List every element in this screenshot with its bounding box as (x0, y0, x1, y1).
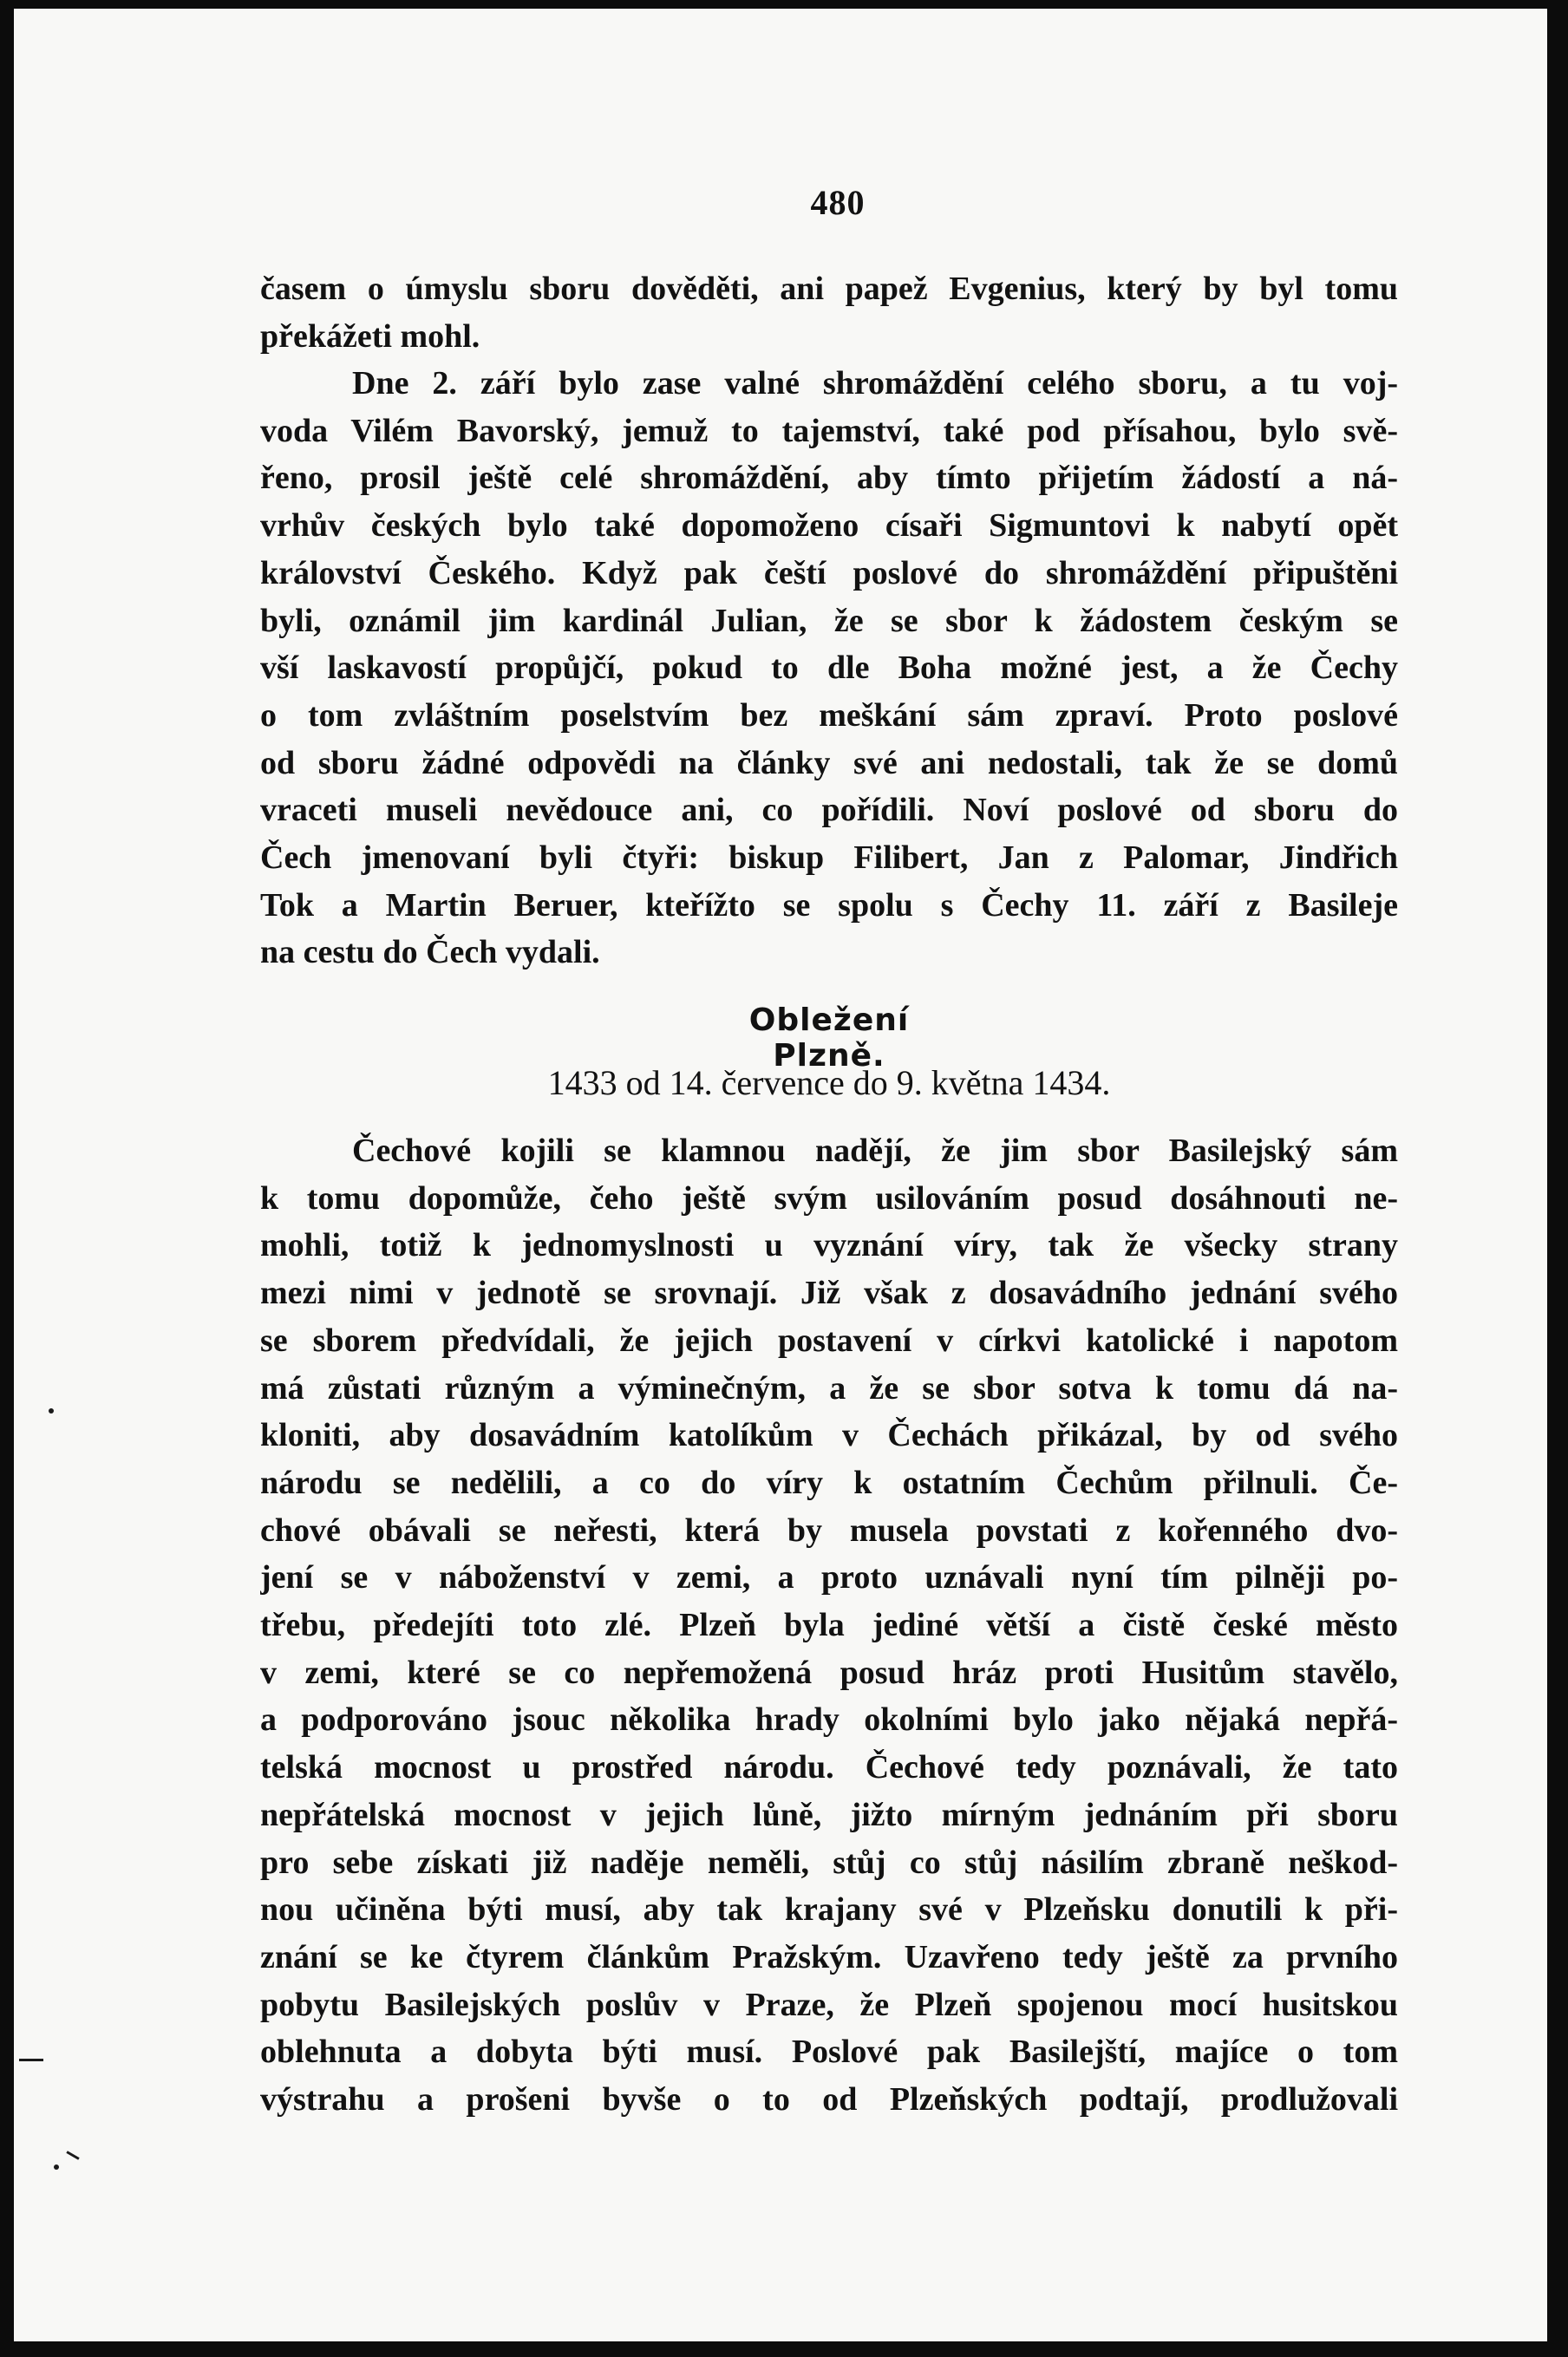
text-line: v zemi, které se co nepřemožená posud hráz proti Husitům stavělo, (260, 1654, 1398, 1691)
text-line: vrhův českých bylo také dopomoženo císaři Sigmuntovi k nabytí opět (260, 507, 1398, 545)
scan-speck (54, 2164, 59, 2170)
text-line: od sboru žádné odpovědi na články své ani nedostali, tak že se domů (260, 744, 1398, 781)
text-line: oblehnuta a dobyta býti musí. Poslové pak Basilejští, majíce o tom (260, 2034, 1398, 2071)
text-line: mohli, totiž k jednomyslnosti u vyznání víry, tak že všecky strany (260, 1227, 1398, 1264)
scan-speck (49, 1408, 54, 1414)
text-line: Čech jmenovaní byli čtyři: biskup Filibert, Jan z Palomar, Jindřich (260, 839, 1398, 877)
text-line: jení se v náboženství v zemi, a proto uznávali nyní tím pilněji po- (260, 1559, 1398, 1596)
text-line: má zůstati různým a výminečným, a že se sbor sotva k tomu dá na- (260, 1369, 1398, 1407)
text-line: vší laskavostí propůjčí, pokud to dle Boha možné jest, a že Čechy (260, 650, 1398, 687)
text-line: kloniti, aby dosavádním katolíkům v Čechách přikázal, by od svého (260, 1417, 1398, 1454)
text-line: o tom zvláštním poselstvím bez meškání sám zpraví. Proto poslové (260, 696, 1398, 734)
text-line: chové obávali se neřesti, která by musela povstati z kořenného dvo- (260, 1511, 1398, 1549)
section-subtitle: 1433 od 14. července do 9. května 1434. (547, 1063, 1111, 1102)
text-line: království Českého. Když pak čeští poslové do shromáždění připuštěni (260, 554, 1398, 591)
text-line: telská mocnost u prostřed národu. Čechové tedy poznávali, že tato (260, 1749, 1398, 1786)
text-line: pro sebe získati již naděje neměli, stůj co stůj násilím zbraně neškod- (260, 1844, 1398, 1881)
text-line: překážeti mohl. (260, 317, 480, 355)
text-line: vraceti museli nevědouce ani, co pořídili. Noví poslové od sboru do (260, 792, 1398, 829)
text-line: národu se nedělili, a co do víry k ostatním Čechům přilnuli. Če- (260, 1464, 1398, 1501)
text-line: Čechové kojili se klamnou nadějí, že jim sbor Basilejský sám (352, 1133, 1398, 1169)
scan-speck (19, 2059, 43, 2061)
text-line: časem o úmyslu sboru dověděti, ani papež Evgenius, který by byl tomu (260, 271, 1398, 307)
text-line: a podporováno jsouc několika hrady okolními bylo jako nějaká nepřá- (260, 1701, 1398, 1739)
text-line: nou učiněna býti musí, aby tak krajany své v Plzeňsku donutili k při- (260, 1891, 1398, 1929)
text-line: nepřátelská mocnost v jejich lůně, jižto mírným jednáním při sboru (260, 1796, 1398, 1833)
text-line: Tok a Martin Beruer, kteřížto se spolu s Čechy 11. září z Basileje (260, 886, 1398, 924)
paragraph-2 (260, 360, 1398, 976)
text-line: řeno, prosil ještě celé shromáždění, aby tímto přijetím žádostí a ná- (260, 460, 1398, 497)
paragraph-1 (260, 265, 1398, 360)
text-line: se sborem předvídali, že jejich postavení v církvi katolické i napotom (260, 1322, 1398, 1359)
text-line: byli, oznámil jim kardinál Julian, že se sbor k žádostem českým se (260, 602, 1398, 639)
text-line: výstrahu a prošeni byvše o to od Plzeňských podtají, prodlužovali (260, 2081, 1398, 2119)
text-line: znání se ke čtyrem článkům Pražským. Uzavřeno tedy ještě za prvního (260, 1938, 1398, 1975)
scan-speck (66, 2151, 79, 2160)
page-number: 480 (810, 183, 866, 222)
section-title: Obležení Plzně. (748, 1002, 910, 1074)
text-line: pobytu Basilejských poslův v Praze, že Plzeň spojenou mocí husitskou (260, 1986, 1398, 2023)
paragraph-3 (260, 1127, 1398, 2124)
text-line: voda Vilém Bavorský, jemuž to tajemství, také pod přísahou, bylo svě- (260, 412, 1398, 449)
text-line: mezi nimi v jednotě se srovnají. Již však z dosavádního jednání svého (260, 1275, 1398, 1312)
text-line: k tomu dopomůže, čeho ještě svým usilováním posud dosáhnouti ne- (260, 1179, 1398, 1217)
text-line: třebu, předejíti toto zlé. Plzeň byla jediné větší a čistě české město (260, 1607, 1398, 1644)
text-line: Dne 2. září bylo zase valné shromáždění celého sboru, a tu voj- (352, 365, 1398, 402)
book-page (14, 9, 1547, 2341)
text-line: na cestu do Čech vydali. (260, 934, 600, 971)
